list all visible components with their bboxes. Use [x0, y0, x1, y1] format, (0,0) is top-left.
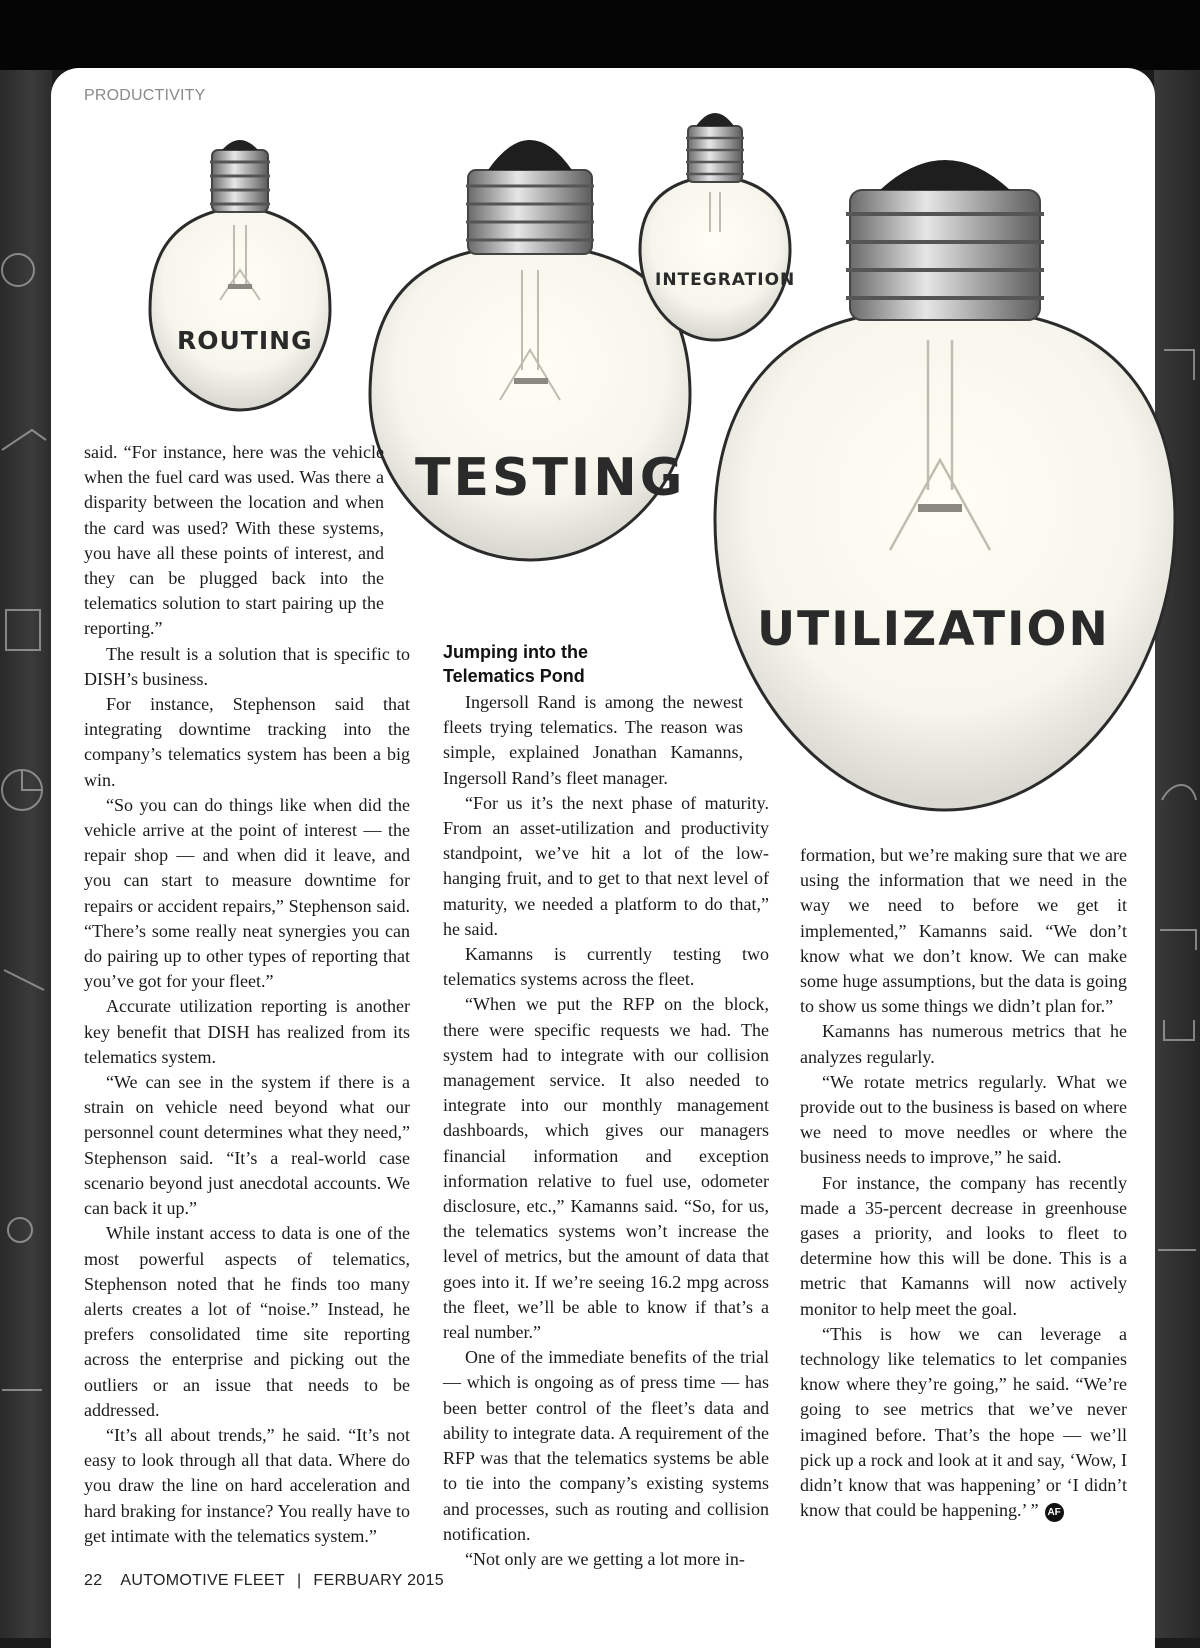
paragraph: “We rotate metrics regularly. What we provide out to the business is based on where we need to move needles or where the business needs to improve,” he said. — [800, 1071, 1127, 1168]
paragraph: Kamanns has numerous metrics that he analyzes regularly. — [800, 1021, 1127, 1067]
paragraph: “It’s all about trends,” he said. “It’s not easy to look through all that data. Where do you draw the line on hard acceleration and hard braking for instance? You really have to get intimate with the telematics system.” — [84, 1424, 410, 1546]
utilization-label: UTILIZATION — [757, 602, 1110, 657]
paragraph: For instance, Stephenson said that integrating downtime tracking into the company’s telematics system has been a big win. — [84, 694, 410, 790]
issue-date: FERBUARY 2015 — [313, 1572, 444, 1589]
page-number: 22 — [84, 1572, 103, 1589]
paragraph: Kamanns is currently testing two telematics systems across the fleet. — [443, 944, 769, 990]
footer-separator: | — [296, 1572, 302, 1589]
section-label: PRODUCTIVITY — [84, 87, 206, 104]
paragraph: “Not only are we getting a lot more in- — [465, 1548, 745, 1569]
integration-label: INTEGRATION — [655, 270, 796, 290]
paragraph: “So you can do things like when did the vehicle arrive at the point of interest — the repair shop — and when did it leave, and you can start to measure downtime for repairs or accident repairs,” Stephenson said. “There’s some really neat synergies you can do pairing up to other types of reporting that you’ve got for your fleet.” — [84, 794, 410, 992]
af-end-mark-icon: AF — [1045, 1503, 1064, 1522]
subheading-line-2: Telematics Pond — [443, 666, 585, 686]
paragraph: “For us it’s the next phase of maturity. From an asset-utilization and productivity standpoint, we’ve hit a lot of the low-hanging fruit, and to get to that next level of maturity, we needed a platform to do that,” he said. — [443, 792, 769, 939]
testing-label: TESTING — [415, 448, 686, 508]
page-footer — [84, 1572, 444, 1590]
article-column-2 — [443, 640, 769, 1572]
paragraph: formation, but we’re making sure that we are using the information that we need in the way we need to before we get it implemented,” Kamanns said. “We don’t know what we don’t know. We can make some huge assumptions, but the data is going to show us some things we didn’t plan for.” — [800, 845, 1127, 1017]
paragraph: Accurate utilization reporting is another key benefit that DISH has realized from its telematics system. — [84, 996, 410, 1067]
publication-name: AUTOMOTIVE FLEET — [120, 1572, 285, 1589]
integration-bulb-icon — [640, 113, 790, 340]
paragraph: Ingersoll Rand is among the newest fleets trying telematics. The reason was simple, explained Jonathan Kamanns, Ingersoll Rand’s fleet manager. — [443, 692, 743, 788]
subheading-line-1: Jumping into the — [443, 642, 588, 662]
article-column-1 — [84, 440, 410, 1549]
subheading — [443, 640, 769, 688]
paragraph-text: “This is how we can leverage a technology like telematics to let companies know where they’re going,” he said. “We’re going to see metrics that we’ve never imagined before. That’s the hope — we’ll pick up a rock and look at it and say, ‘Wow, I didn’t know that was happening’ or ‘I didn’t know that could be happening.’ ” — [800, 1323, 1127, 1521]
paragraph: For instance, the company has recently made a 35-percent decrease in greenhouse gases a priority, and looks to fleet to determine how this will be done. This is a metric that Kamanns will now actively monitor to help meet the goal. — [800, 1172, 1127, 1319]
routing-label: ROUTING — [177, 326, 313, 355]
article-column-3 — [800, 843, 1127, 1523]
paragraph: “We can see in the system if there is a strain on vehicle need beyond what our personnel count determines what they need,” Stephenson said. “It’s a real-world case scenario beyond just anecdotal accounts. We can back it up.” — [84, 1072, 410, 1219]
paragraph: The result is a solution that is specific to DISH’s business. — [84, 643, 410, 689]
paragraph: said. “For instance, here was the vehicle when the fuel card was used. Was there a disparity between the location and when the card was used? With these systems, you have all these points of interest, and they can be plugged back into the telematics solution to start pairing up the reporting.” — [84, 442, 384, 639]
paragraph: One of the immediate benefits of the trial — which is ongoing as of press time — has been better control of the fleet’s data and ability to integrate data. A requirement of the RFP was that the telematics systems be able to tie into the company’s existing systems and processes, such as routing and collision notification. — [443, 1347, 769, 1544]
paragraph: “When we put the RFP on the block, there were specific requests we had. The system had to integrate with our collision management service. It also needed to integrate into our monthly management dashboards, which gives our managers financial information and exception information relative to fuel use, odometer disclosure, etc.,” Kamanns said. “So, for us, the telematics systems won’t increase the level of metrics, but the amount of data that goes into it. If we’re seeing 16.2 mpg across the fleet, we’ll be able to know if that’s a real number.” — [443, 994, 769, 1343]
last-paragraph — [800, 1322, 1127, 1524]
paragraph: While instant access to data is one of the most powerful aspects of telematics, Stephenson noted that he finds too many alerts creates a lot of “noise.” Instead, he prefers consolidated time site reporting across the enterprise and picking out the outliers or an issue that needs to be addressed. — [84, 1223, 410, 1420]
routing-bulb-icon — [150, 140, 330, 410]
